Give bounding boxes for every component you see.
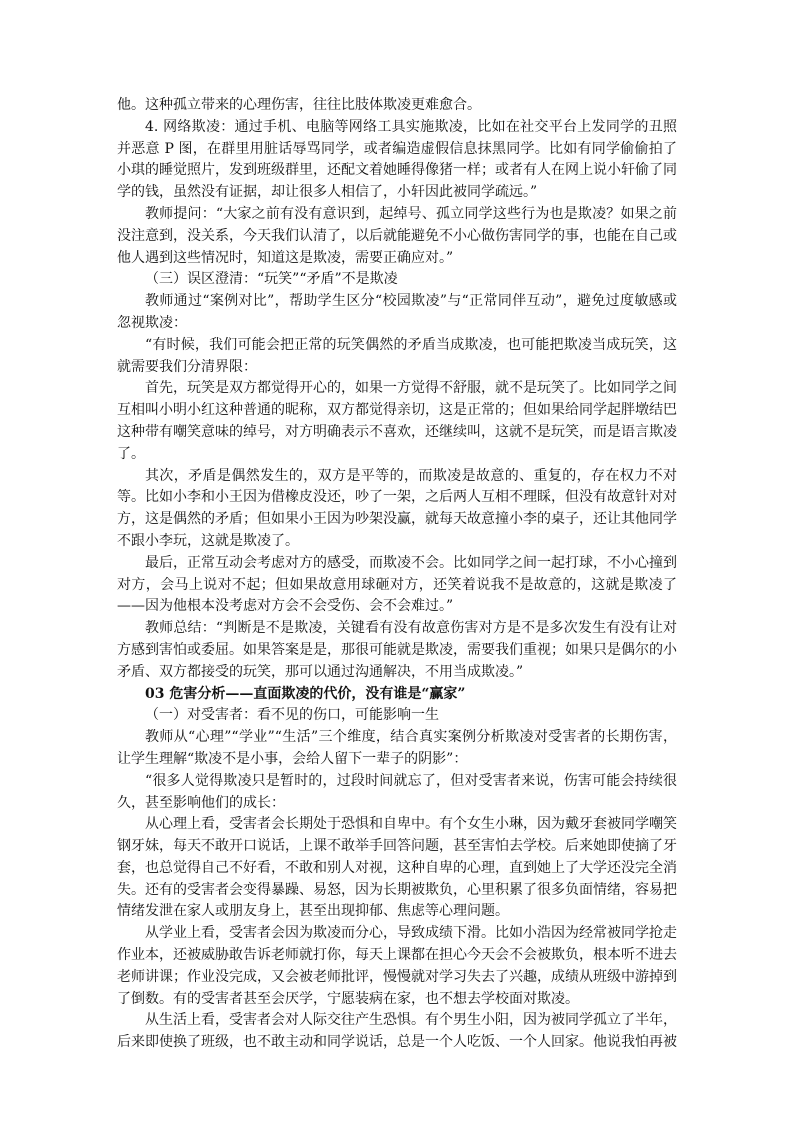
paragraph: 教师从“心理”“学业”“生活”三个维度，结合真实案例分析欺凌对受害者的长期伤害，让学生理解“欺凌不是小事，会给人留下一辈子的阴影”：	[117, 729, 677, 767]
section-heading: （三）误区澄清：“玩笑”“矛盾”不是欺凌	[145, 271, 398, 288]
paragraph: 他。这种孤立带来的心理伤害，往往比肢体欺凌更难愈合。	[117, 97, 481, 113]
paragraph: 教师提问：“大家之前有没有意识到，起绰号、孤立同学这些行为也是欺凌？如果之前没注意到，没关系，今天我们认清了，以后就能避免不小心做伤害同学的事，也能在自己或他人遇到这些情况时，知道这是欺凌，需要正确应对。”	[117, 205, 677, 266]
paragraph: 教师总结：“判断是不是欺凌，关键看有没有故意伤害对方是不是多次发生有没有让对方感到害怕或委屈。如果答案是是，那很可能就是欺凌，需要我们重视；如果只是偶尔的小矛盾、双方都接受的玩笑，那可以通过沟通解决，不用当成欺凌。”	[117, 620, 677, 680]
paragraph: 最后，正常互动会考虑对方的感受，而欺凌不会。比如同学之间一起打球，不小心撞到对方，会马上说对不起；但如果故意用球砸对方，还笑着说我不是故意的，这就是欺凌了——因为他根本没考虑对方会不会受伤、会不会难过。”	[117, 554, 677, 615]
paragraph: 首先，玩笑是双方都觉得开心的，如果一方觉得不舒服，就不是玩笑了。比如同学之间互相叫小明小红这种普通的昵称，双方都觉得亲切，这是正常的；但如果给同学起胖墩结巴这种带有嘲笑意味的绰号，对方明确表示不喜欢，还继续叫，这就不是玩笑，而是语言欺凌了。	[117, 380, 677, 462]
paragraph: “很多人觉得欺凌只是暂时的，过段时间就忘了，但对受害者来说，伤害可能会持续很久，甚至影响他们的成长：	[117, 772, 677, 811]
paragraph: 从学业上看，受害者会因为欺凌而分心，导致成绩下滑。比如小浩因为经常被同学抢走作业本，还被威胁敢告诉老师就打你，每天上课都在担心今天会不会被欺负，根本听不进去老师讲课；作业没完成，又会被老师批评，慢慢就对学习失去了兴趣，成绩从班级中游掉到了倒数。有的受害者甚至会厌学，宁愿装病在家，也不想去学校面对欺凌。	[117, 925, 677, 1007]
paragraph: 从心理上看，受害者会长期处于恐惧和自卑中。有个女生小琳，因为戴牙套被同学嘲笑钢牙妹，每天不敢开口说话，上课不敢举手回答问题，甚至害怕去学校。后来她即使摘了牙套，也总觉得自己不好看，不敢和别人对视，这种自卑的心理，直到她上了大学还没完全消失。还有的受害者会变得暴躁、易怒，因为长期被欺负，心里积累了很多负面情绪，容易把情绪发泄在家人或朋友身上，甚至出现抑郁、焦虑等心理问题。	[117, 816, 677, 920]
section-heading: （一）对受害者：看不见的伤口，可能影响一生	[145, 707, 439, 724]
paragraph: 其次，矛盾是偶然发生的，双方是平等的，而欺凌是故意的、重复的，存在权力不对等。比如小李和小王因为借橡皮没还，吵了一架，之后两人互相不理睬，但没有故意针对对方，这是偶然的矛盾；但如果小王因为吵架没赢，就每天故意撞小李的桌子，还让其他同学不跟小李玩，这就是欺凌了。	[117, 467, 677, 549]
document-page	[117, 95, 677, 1054]
chapter-heading: 03 危害分析——直面欺凌的代价，没有谁是“赢家”	[145, 685, 466, 702]
paragraph: “有时候，我们可能会把正常的玩笑偶然的矛盾当成欺凌，也可能把欺凌当成玩笑，这就需要我们分清界限：	[117, 336, 677, 375]
paragraph: 教师通过“案例对比”，帮助学生区分“校园欺凌”与“正常同伴互动”，避免过度敏感或忽视欺凌：	[117, 293, 677, 331]
paragraph: 从生活上看，受害者会对人际交往产生恐惧。有个男生小阳，因为被同学孤立了半年，后来即使换了班级，也不敢主动和同学说话，总是一个人吃饭、一个人回家。他说我怕再被	[117, 1012, 677, 1051]
paragraph: 4. 网络欺凌：通过手机、电脑等网络工具实施欺凌，比如在社交平台上发同学的丑照并恶意 P 图，在群里用脏话辱骂同学，或者编造虚假信息抹黑同学。比如有同学偷偷拍了小琪的睡觉照片，发到班级群里，还配文着她睡得像猪一样；或者有人在网上说小轩偷了同学的钱，虽然没有证据，却让很多人相信了，小轩因此被同学疏远。”	[117, 118, 677, 201]
